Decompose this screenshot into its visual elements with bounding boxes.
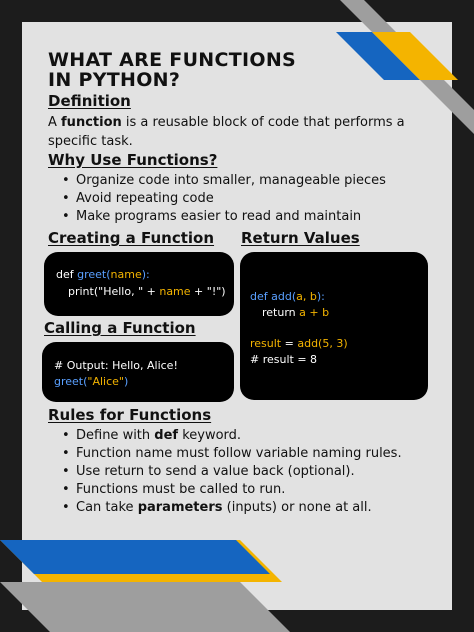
code-line [56,267,150,283]
code-token: result [250,337,282,350]
returns-code-block [240,252,428,400]
list-item: • Organize code into smaller, manageable pieces [54,172,386,190]
code-token: greet( [77,268,111,281]
code-token: ): [141,268,150,281]
definition-text [48,113,418,151]
code-token: greet( [54,375,88,388]
creating-code-block [44,252,234,316]
code-token: ): [316,290,325,303]
rule-text: Define with [76,428,155,443]
code-token: print("Hello, " + [68,285,160,298]
rule-bold: def [154,428,179,443]
creating-heading: Creating a Function [48,229,215,247]
bottom-left-stripes [0,530,290,632]
code-token: + "!") [190,285,226,298]
definition-text-b: is a reusable block of code that performs a specific task. [48,115,405,149]
title-line-1: WHAT ARE FUNCTIONS [48,49,297,71]
code-line [250,352,317,368]
code-line [54,374,128,390]
code-token: add( [271,290,297,303]
rule-text: Can take [76,500,138,515]
code-line [250,289,325,305]
code-token: # result = 8 [250,353,318,366]
code-token: name [159,285,191,298]
code-line [54,358,178,374]
page-title [48,50,328,90]
title-line-2: IN PYTHON? [48,69,181,91]
list-item: • Use return to send a value back (optional). [54,463,402,481]
definition-text-a: A [48,115,62,130]
rule-bold: parameters [137,500,223,515]
list-item: • Avoid repeating code [54,190,386,208]
code-token: a + b [299,306,330,319]
code-line [68,284,226,300]
code-token: def [56,268,78,281]
code-token: return [262,306,300,319]
rule-text: (inputs) or none at all. [222,500,372,515]
definition-heading: Definition [48,92,131,110]
code-line [262,305,329,321]
returns-heading: Return Values [241,229,360,247]
code-token: name [110,268,142,281]
calling-code-block [42,342,234,402]
calling-heading: Calling a Function [44,319,196,337]
code-token: # Output: Hello, Alice! [54,359,178,372]
code-token: a, b [296,290,317,303]
list-item [54,427,402,445]
rule-text: keyword. [178,428,242,443]
code-token: ) [123,375,129,388]
list-item [54,499,402,517]
rules-heading: Rules for Functions [48,406,212,424]
code-line [250,336,348,352]
why-list [54,172,386,226]
why-heading: Why Use Functions? [48,151,218,169]
list-item: • Function name must follow variable naming rules. [54,445,402,463]
list-item: • Functions must be called to run. [54,481,402,499]
rules-list [54,427,402,517]
list-item: • Make programs easier to read and maintain [54,208,386,226]
code-token: "Alice" [87,375,124,388]
code-token: def [250,290,272,303]
code-token: add(5, 3) [297,337,348,350]
code-token: = [281,337,298,350]
definition-bold: function [61,115,122,130]
